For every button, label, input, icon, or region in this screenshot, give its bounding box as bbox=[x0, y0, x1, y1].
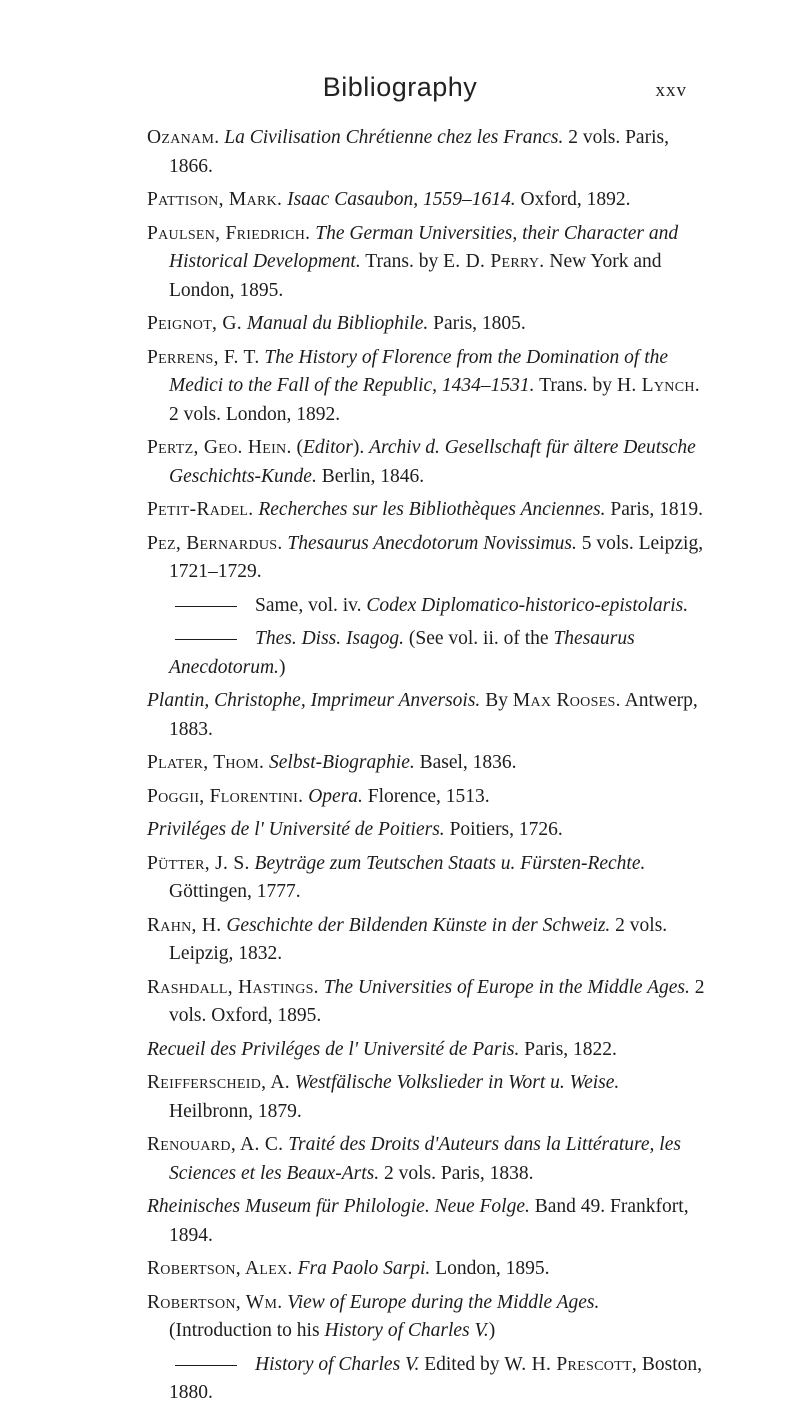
entry-details: Paris, 1805. bbox=[433, 313, 526, 334]
entry-details: 2 vols. Paris, 1866. bbox=[169, 127, 669, 177]
entry-details: By bbox=[485, 690, 508, 711]
entry-author: Plater, Thom. bbox=[147, 752, 265, 773]
entry-imprint: Antwerp, 1883. bbox=[169, 690, 698, 740]
entry-details: Heilbronn, 1879. bbox=[169, 1100, 302, 1122]
bibliography-entry-ozanam bbox=[147, 124, 707, 181]
ditto-rule bbox=[175, 606, 237, 607]
entry-author: Robertson, Wm. bbox=[147, 1291, 283, 1313]
bibliography-list bbox=[147, 124, 707, 1413]
bibliography-entry-renouard bbox=[147, 1131, 707, 1188]
entry-author: Pütter, J. S. bbox=[147, 852, 250, 874]
bibliography-entry-paulsen bbox=[147, 220, 707, 306]
entry-details: Edited by bbox=[424, 1353, 500, 1375]
entry-role: (Editor). bbox=[296, 437, 365, 458]
ditto-rule bbox=[175, 639, 237, 640]
bibliography-entry-rheinisches-museum bbox=[147, 1193, 707, 1250]
bibliography-entry-robertson-wm bbox=[147, 1289, 707, 1346]
entry-details: 5 vols. Leipzig, 1721–1729. bbox=[169, 532, 704, 582]
bibliography-entry-perrens bbox=[147, 344, 707, 430]
entry-details: 2 vols. Paris, 1838. bbox=[383, 1162, 534, 1184]
entry-author: Rashdall, Hastings. bbox=[147, 976, 319, 998]
ditto-rule bbox=[175, 1365, 237, 1366]
entry-prefix: Same, vol. iv. bbox=[255, 594, 362, 616]
entry-author: Peignot, G. bbox=[147, 313, 242, 334]
entry-editor: W. H. Prescott, bbox=[504, 1353, 638, 1375]
entry-title: Archiv d. Gesellschaft für ältere Deutsche Geschichts-Kunde. bbox=[169, 437, 696, 487]
page-number: xxv bbox=[655, 80, 687, 101]
entry-translator: H. Lynch. bbox=[616, 375, 700, 396]
entry-details: Göttingen, 1777. bbox=[169, 881, 301, 902]
bibliography-entry-robertson-charles-v bbox=[147, 1351, 707, 1408]
entry-details: Berlin, 1846. bbox=[321, 465, 425, 487]
entry-author: Reifferscheid, A. bbox=[147, 1072, 290, 1093]
entry-details: Trans. by bbox=[365, 251, 439, 272]
bibliography-entry-pertz bbox=[147, 434, 707, 491]
bibliography-entry-pattison bbox=[147, 186, 707, 215]
entry-title: View of Europe during the Middle Ages. bbox=[287, 1291, 600, 1313]
entry-author: Max Rooses. bbox=[512, 690, 621, 711]
bibliography-entry-privileges-poitiers bbox=[147, 816, 707, 845]
entry-details: Paris, 1819. bbox=[610, 499, 703, 520]
entry-title: Priviléges de l' Université de Poitiers. bbox=[147, 819, 445, 840]
bibliography-entry-plantin bbox=[147, 687, 707, 744]
entry-title: Plantin, Christophe, Imprimeur Anversois. bbox=[147, 690, 481, 711]
entry-title: Thes. Diss. Isagog. bbox=[255, 628, 404, 649]
entry-author: Robertson, Alex. bbox=[147, 1258, 293, 1279]
bibliography-entry-pez bbox=[147, 530, 707, 587]
entry-title: Manual du Bibliophile. bbox=[246, 313, 429, 334]
entry-author: Ozanam. bbox=[147, 127, 220, 148]
entry-author: Perrens, F. T. bbox=[147, 346, 260, 368]
entry-title: Recueil des Priviléges de l' Université de Paris. bbox=[147, 1038, 520, 1060]
entry-author: Pattison, Mark. bbox=[147, 189, 283, 210]
page-heading: Bibliography bbox=[322, 72, 478, 102]
entry-title: La Civilisation Chrétienne chez les Francs. bbox=[224, 127, 564, 148]
entry-closing: ) bbox=[278, 656, 286, 678]
bibliography-entry-pez-thes-diss bbox=[147, 625, 707, 682]
entry-details: (Introduction to his bbox=[169, 1320, 320, 1341]
entry-title: Codex Diplomatico-historico-epistolaris. bbox=[366, 594, 689, 616]
entry-author: Poggii, Florentini. bbox=[147, 785, 304, 807]
entry-title: Rheinisches Museum für Philologie. Neue Folge. bbox=[147, 1196, 530, 1217]
entry-translator: E. D. Perry. bbox=[443, 251, 545, 272]
entry-details: Paris, 1822. bbox=[524, 1038, 617, 1060]
bibliography-entry-rashdall bbox=[147, 974, 707, 1031]
bibliography-entry-putter bbox=[147, 850, 707, 907]
bibliography-entry-recueil bbox=[147, 1036, 707, 1065]
bibliography-entry-robertson-alex bbox=[147, 1255, 707, 1284]
entry-title: Isaac Casaubon, 1559–1614. bbox=[287, 189, 516, 210]
running-head bbox=[0, 72, 800, 112]
entry-title: Recherches sur les Bibliothèques Anciennes. bbox=[258, 499, 606, 520]
entry-imprint: 2 vols. London, 1892. bbox=[169, 403, 341, 425]
bibliography-entry-pez-codex bbox=[147, 592, 707, 621]
entry-imprint: New York and London, 1895. bbox=[169, 251, 662, 301]
bibliography-entry-poggii bbox=[147, 783, 707, 812]
bibliography-entry-plater bbox=[147, 749, 707, 778]
entry-title: Geschichte der Bildenden Künste in der Schweiz. bbox=[226, 914, 611, 936]
entry-title: History of Charles V. bbox=[255, 1353, 420, 1375]
bibliography-entry-peignot bbox=[147, 310, 707, 339]
entry-closing: ) bbox=[488, 1320, 496, 1341]
entry-details: Florence, 1513. bbox=[367, 785, 490, 807]
entry-title: The German Universities, their Character and Historical Development. bbox=[169, 222, 679, 272]
entry-details: 2 vols. Oxford, 1895. bbox=[169, 976, 705, 1026]
entry-details: Basel, 1836. bbox=[419, 752, 517, 773]
entry-imprint: Boston, 1880. bbox=[169, 1353, 703, 1403]
entry-title: Traité des Droits d'Auteurs dans la Littérature, les Sciences et les Beaux-Arts. bbox=[169, 1134, 681, 1184]
entry-title: The Universities of Europe in the Middle Ages. bbox=[323, 976, 690, 998]
entry-details: Trans. by bbox=[539, 375, 613, 396]
entry-details: 2 vols. Leipzig, 1832. bbox=[169, 914, 668, 964]
entry-title: Selbst-Biographie. bbox=[269, 752, 415, 773]
entry-ref-title: Thesaurus Anecdotorum. bbox=[169, 628, 635, 678]
entry-author: Pertz, Geo. Hein. bbox=[147, 437, 292, 458]
entry-details: London, 1895. bbox=[435, 1258, 550, 1279]
entry-author: Rahn, H. bbox=[147, 914, 222, 936]
bibliography-entry-petit-radel bbox=[147, 496, 707, 525]
entry-title: Beyträge zum Teutschen Staats u. Fürsten-Rechte. bbox=[254, 852, 646, 874]
entry-title: The History of Florence from the Domination of the Medici to the Fall of the Republic, 1434–1531. bbox=[169, 346, 669, 396]
entry-title: Westfälische Volkslieder in Wort u. Weise. bbox=[294, 1072, 620, 1093]
editor-label: Editor bbox=[303, 437, 353, 458]
entry-title: Fra Paolo Sarpi. bbox=[297, 1258, 431, 1279]
entry-details: Poitiers, 1726. bbox=[449, 819, 563, 840]
bibliography-entry-reifferscheid bbox=[147, 1069, 707, 1126]
entry-title: Opera. bbox=[308, 785, 363, 807]
entry-details: Oxford, 1892. bbox=[520, 189, 631, 210]
entry-details: Band 49. Frankfort, 1894. bbox=[169, 1196, 689, 1246]
entry-author: Petit-Radel. bbox=[147, 499, 254, 520]
entry-ref-title: History of Charles V. bbox=[324, 1320, 489, 1341]
entry-author: Renouard, A. C. bbox=[147, 1134, 284, 1155]
entry-author: Pez, Bernardus. bbox=[147, 532, 283, 554]
entry-author: Paulsen, Friedrich. bbox=[147, 222, 311, 244]
entry-title: Thesaurus Anecdotorum Novissimus. bbox=[287, 532, 577, 554]
bibliography-entry-rahn bbox=[147, 912, 707, 969]
entry-details: (See vol. ii. of the bbox=[408, 628, 549, 649]
